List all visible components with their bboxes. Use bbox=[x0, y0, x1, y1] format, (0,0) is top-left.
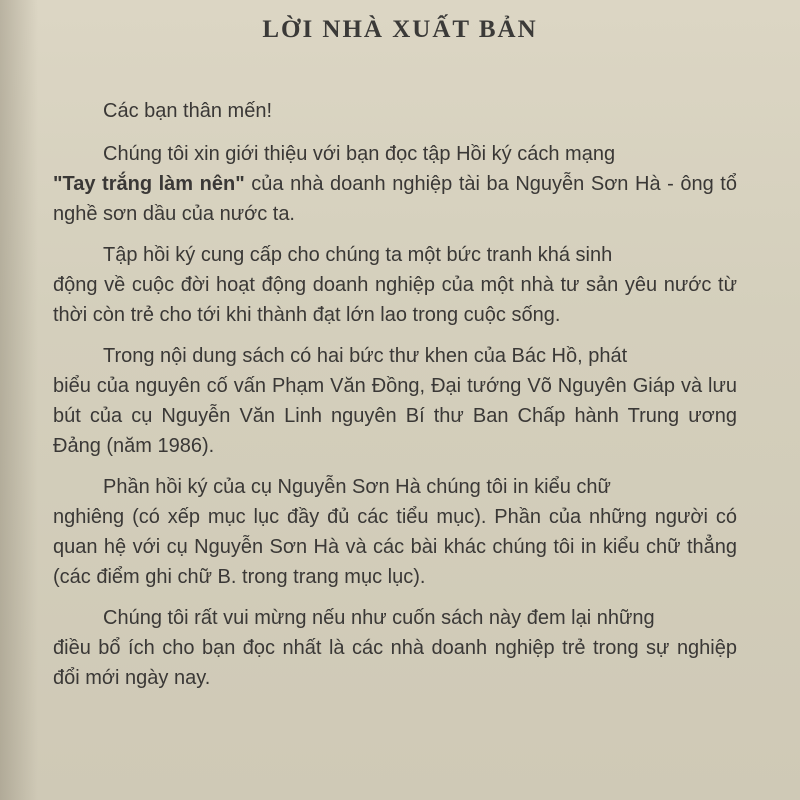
paragraph-1 bbox=[53, 139, 737, 229]
paragraph-3 bbox=[53, 341, 737, 461]
paragraph-2 bbox=[53, 240, 737, 330]
paragraph-1-rest: của nhà doanh nghiệp tài ba Nguyễn Sơn Hà - ông tổ nghề sơn dầu của nước ta. bbox=[53, 173, 737, 225]
paragraph-5-rest: điều bổ ích cho bạn đọc nhất là các nhà doanh nghiệp trẻ trong sự nghiệp đổi mới ngày nay. bbox=[53, 637, 737, 689]
paragraph-1-first-line: Chúng tôi xin giới thiệu với bạn đọc tập Hồi ký cách mạng bbox=[103, 143, 616, 165]
page-gutter-shadow bbox=[0, 0, 38, 800]
paragraph-4-first-line: Phần hồi ký của cụ Nguyễn Sơn Hà chúng tôi in kiểu chữ bbox=[103, 476, 611, 498]
paragraph-5-first-line: Chúng tôi rất vui mừng nếu như cuốn sách này đem lại những bbox=[103, 607, 655, 629]
page-body bbox=[53, 95, 737, 704]
paragraph-4 bbox=[53, 472, 737, 592]
salutation: Các bạn thân mến! bbox=[103, 100, 272, 122]
paragraph-3-rest: biểu của nguyên cố vấn Phạm Văn Đồng, Đại tướng Võ Nguyên Giáp và lưu bút của cụ Nguyễn Văn Linh nguyên Bí thư Ban Chấp hành Trung ương Đảng (năm 1986). bbox=[53, 375, 737, 457]
page-title: LỜI NHÀ XUẤT BẢN bbox=[262, 16, 538, 43]
paragraph-3-first-line: Trong nội dung sách có hai bức thư khen của Bác Hồ, phát bbox=[103, 345, 628, 367]
paragraph-2-first-line: Tập hồi ký cung cấp cho chúng ta một bức tranh khá sinh bbox=[103, 244, 613, 266]
book-title-bold: "Tay trắng làm nên" bbox=[53, 173, 245, 195]
paragraph-2-rest: động về cuộc đời hoạt động doanh nghiệp của một nhà tư sản yêu nước từ thời còn trẻ cho tới khi thành đạt lớn lao trong cuộc sống. bbox=[53, 274, 737, 326]
paragraph-4-rest: nghiêng (có xếp mục lục đầy đủ các tiểu mục). Phần của những người có quan hệ với cụ Nguyễn Sơn Hà và các bài khác chúng tôi in kiểu chữ thẳng (các điểm ghi chữ B. trong trang mục lục). bbox=[53, 506, 737, 588]
paragraph-5 bbox=[53, 603, 737, 693]
